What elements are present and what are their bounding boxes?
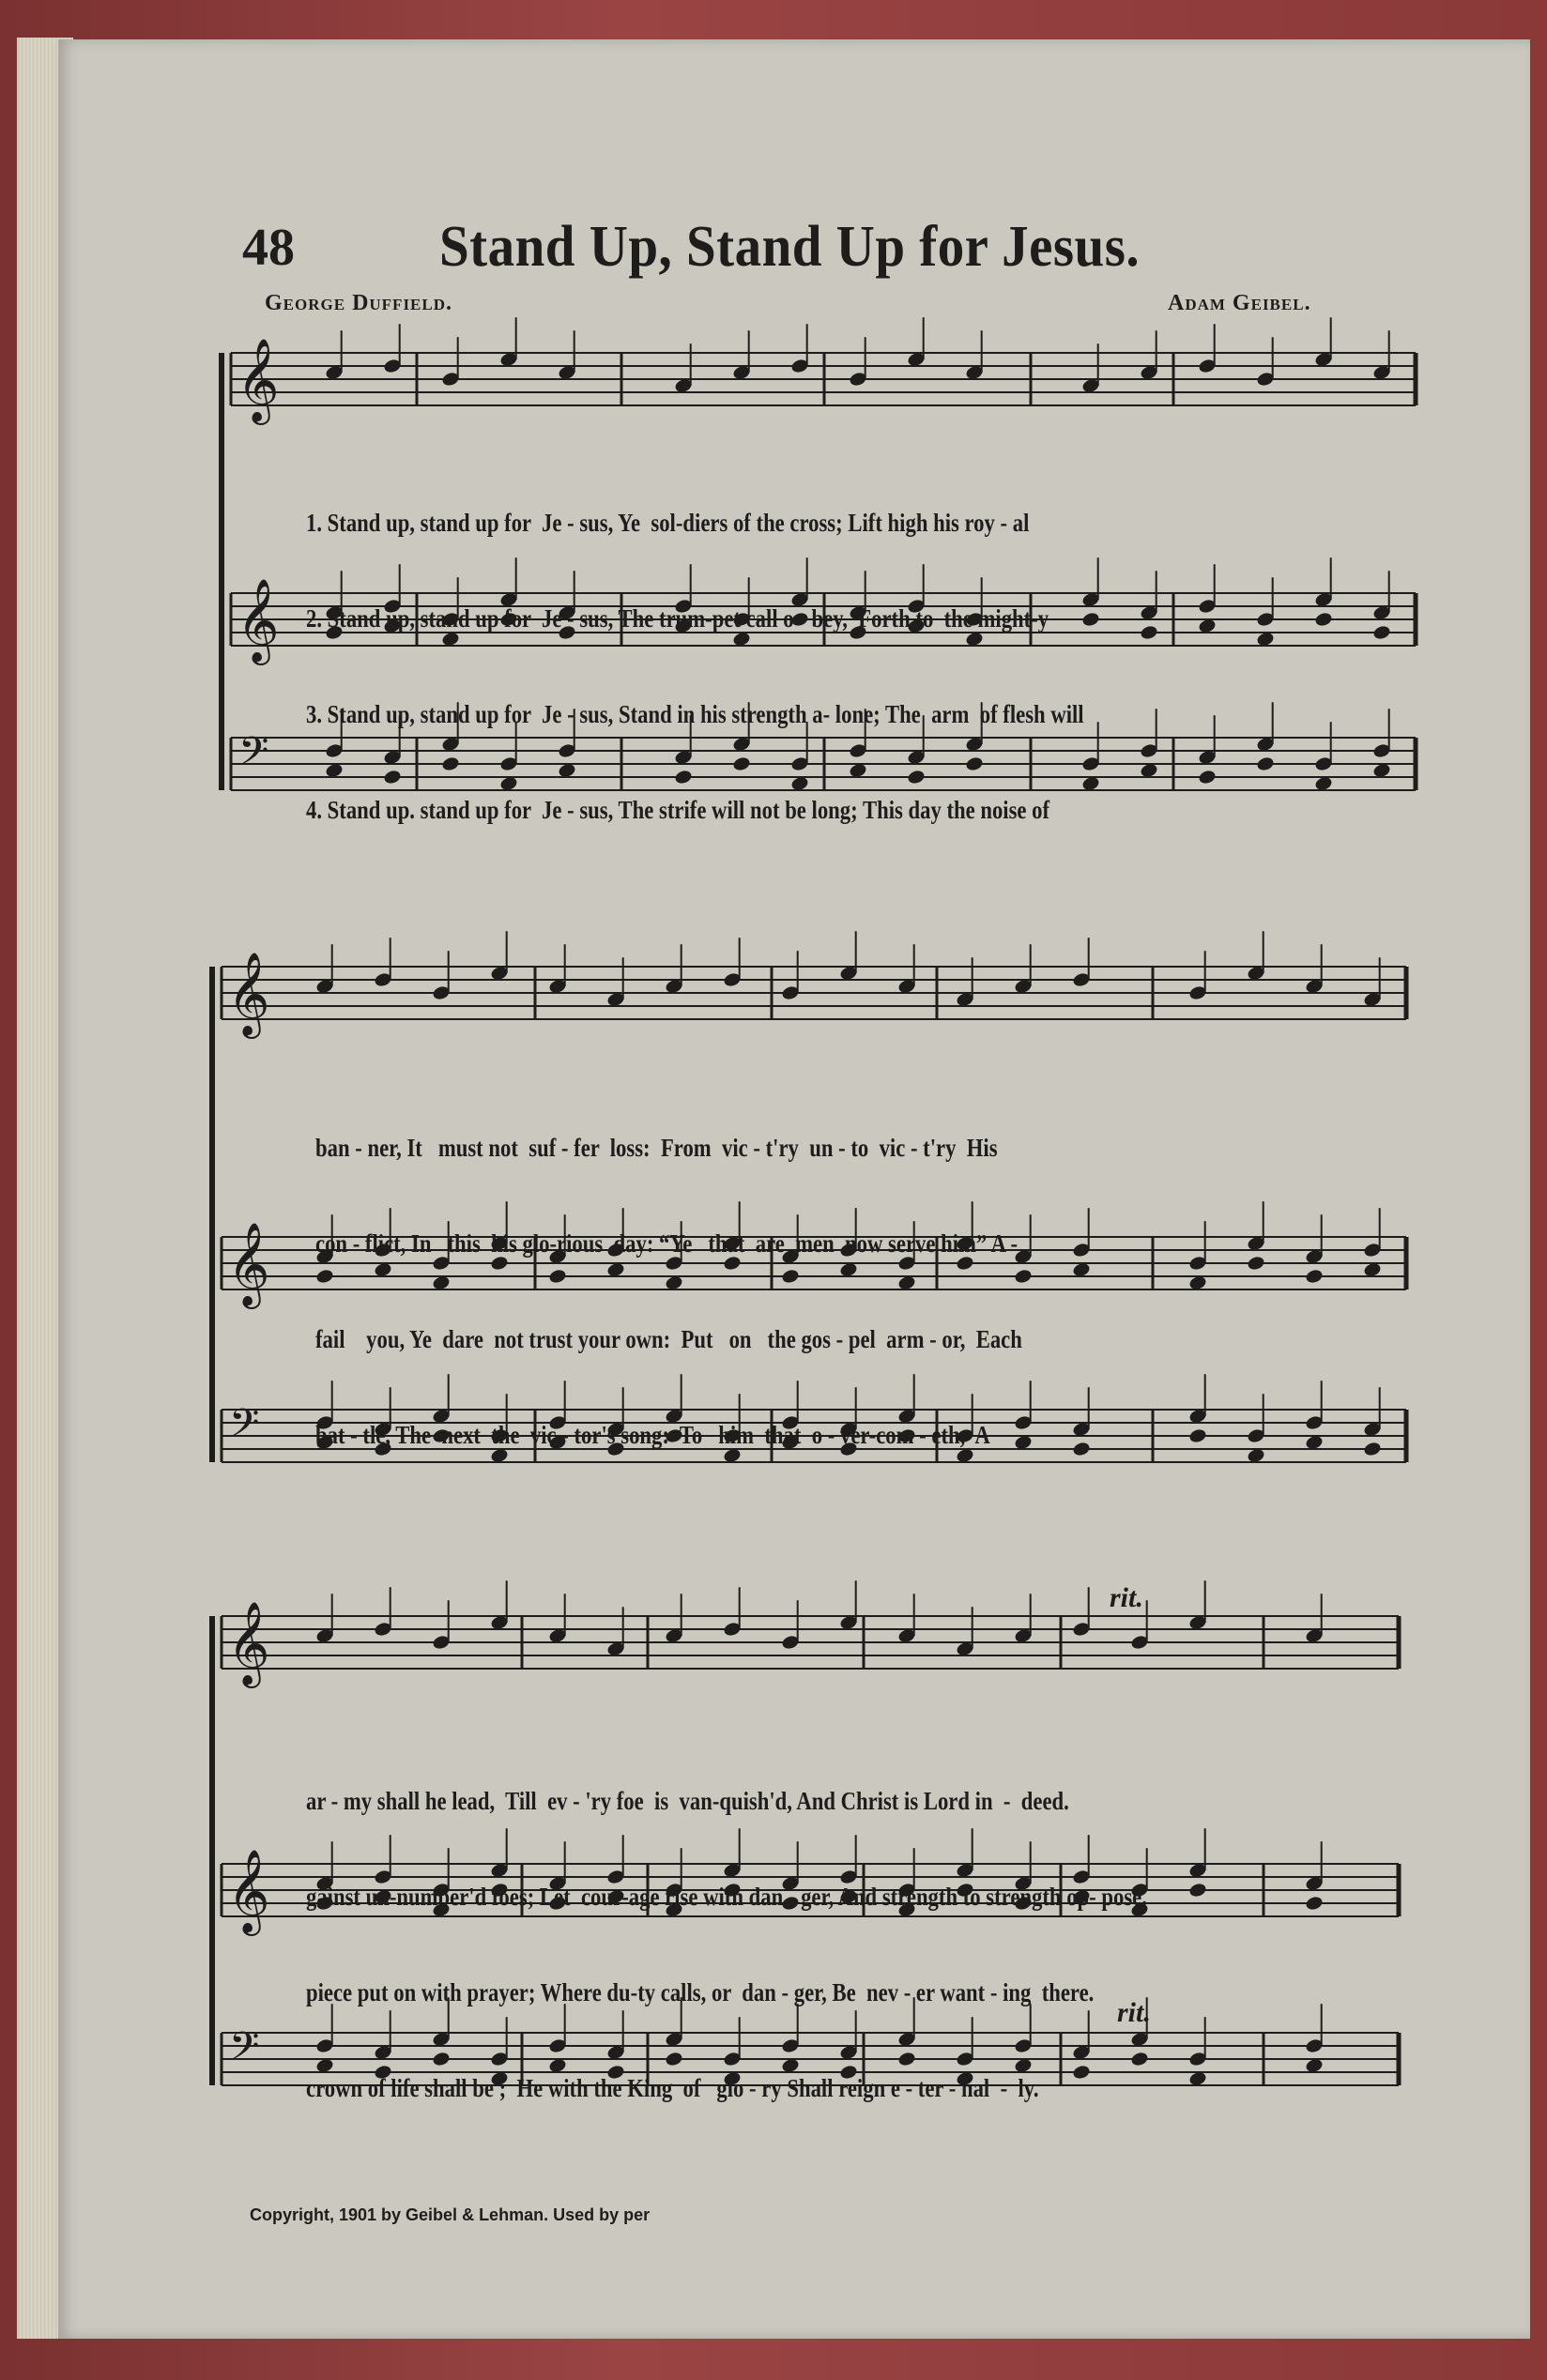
treble-clef: 𝄞 [227,1222,270,1306]
lyric-line: fail you, Ye dare not trust your own: Put on the gos - pel arm - or, Each [315,1325,1022,1353]
lyric-line: bat - tle, The next the vic - tor's song: To him that o - ver-com - eth, A [315,1421,990,1449]
note-head [1072,1441,1092,1457]
treble-clef: 𝄞 [227,952,270,1036]
author-credit: George Duffield. [265,291,453,315]
treble-clef: 𝄞 [227,1601,270,1686]
note-head [1305,1268,1325,1285]
note-head [1372,624,1392,641]
lyric-line: gainst un-number'd foes; Let cour-age rise with dan - ger, And strength to strength op- pose. [306,1883,1147,1911]
hymn-title: Stand Up, Stand Up for Jesus. [439,215,1141,279]
treble-clef: 𝄞 [227,1849,270,1933]
hymn-number: 48 [242,219,295,277]
note-head [1198,769,1218,786]
composer-credit: Adam Geibel. [1168,291,1311,315]
lyric-line: piece put on with prayer; Where du-ty calls, or dan - ger, Be nev - er want - ing there. [306,1978,1095,2006]
treble-clef: 𝄞 [237,338,280,422]
note-head [1256,755,1276,772]
note-head [1305,1895,1325,1912]
lyric-line: con - flict, In this his glo-rious day: “Ye that are men now serve him” A - [315,1229,1019,1258]
note-head [1247,1255,1266,1272]
ritardando-marking: rit. [1110,1582,1143,1613]
bass-clef: 𝄢 [238,727,269,784]
note-head [1188,1882,1208,1899]
bass-clef: 𝄢 [229,1399,260,1456]
lyric-line: 1. Stand up, stand up for Je - sus, Ye sol-diers of the cross; Lift high his roy - al [306,509,1030,537]
lyric-line: ar - my shall he lead, Till ev - 'ry foe is van-quish'd, And Christ is Lord in - deed. [306,1787,1069,1815]
lyric-line: 4. Stand up. stand up for Je - sus, The strife will not be long; This day the noise of [306,796,1050,824]
note-head [1081,611,1101,628]
lyric-line: crown of life shall be ; He with the King of glo - ry Shall reign e - ter - nal - ly. [306,2074,1039,2102]
lyrics-block-3 [306,1721,1147,2136]
lyrics-block-1 [306,443,1084,858]
note-head [1363,1441,1383,1457]
treble-clef: 𝄞 [237,578,280,663]
lyric-line: ban - ner, It must not suf - fer loss: From vic - t'ry un - to vic - t'ry His [315,1134,998,1162]
note-head [1140,624,1159,641]
lyric-line: 3. Stand up, stand up for Je - sus, Stand in his strength a- lone; The arm of flesh will [306,700,1084,728]
lyric-line: 2. Stand up, stand up for Je - sus, The trum-pet call o - bey, Forth to the might-y [306,604,1049,633]
note-head [1314,611,1334,628]
copyright-notice: Copyright, 1901 by Geibel & Lehman. Used by per [250,2205,651,2224]
note-head [1188,1427,1208,1444]
bass-clef: 𝄢 [229,2022,260,2079]
ritardando-marking: rit. [1117,1997,1151,2028]
lyrics-block-2 [315,1068,1022,1483]
